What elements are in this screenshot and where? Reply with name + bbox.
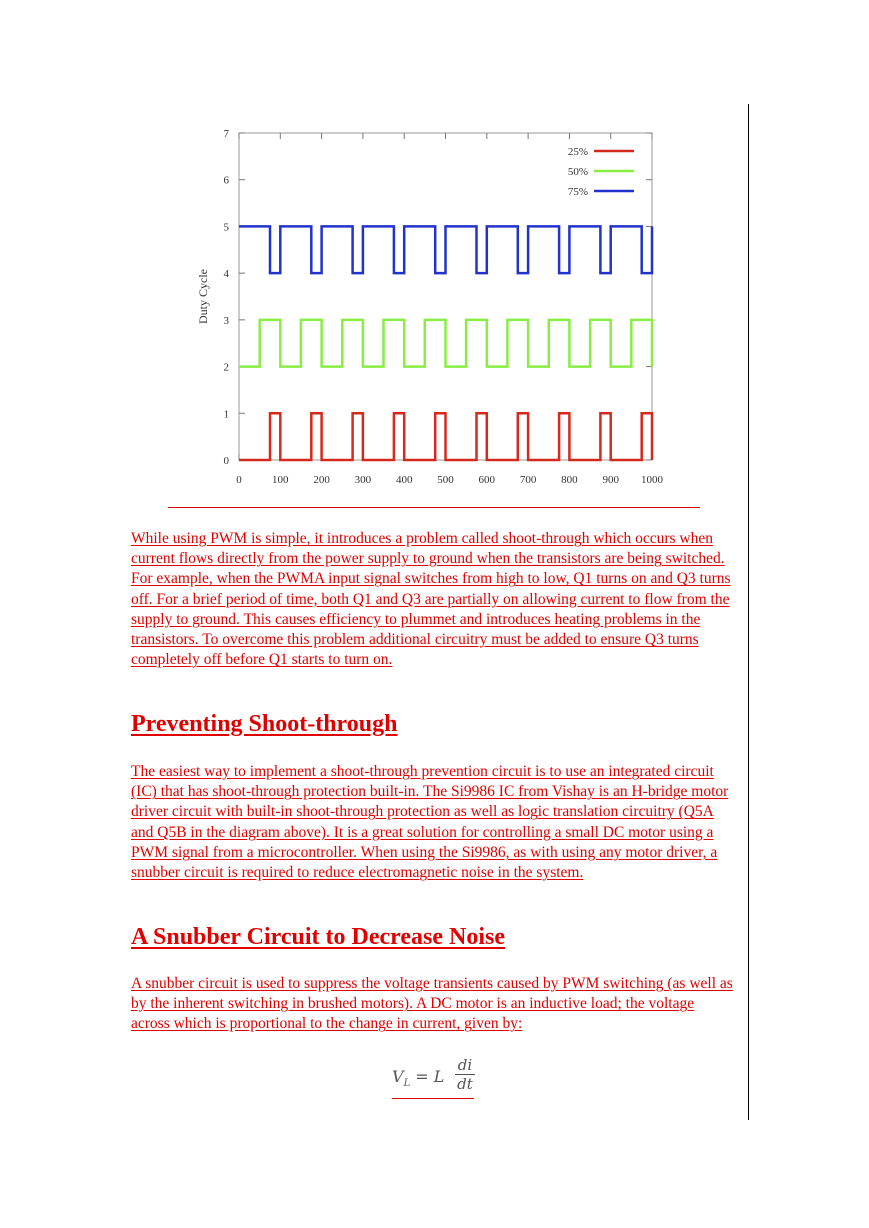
series-75pct-line [239, 226, 652, 273]
series-25pct-line [239, 413, 652, 460]
plot-frame [239, 133, 652, 460]
pwm-duty-cycle-chart [190, 120, 680, 500]
x-tick-label: 300 [354, 474, 372, 486]
heading-preventing-shoot-through: Preventing Shoot-through [131, 711, 398, 737]
formula-denominator: dt [457, 1075, 473, 1093]
x-tick-label: 600 [478, 474, 496, 486]
y-tick-label: 0 [223, 455, 229, 467]
y-tick-label: 3 [223, 314, 229, 327]
legend-label: 25% [567, 146, 588, 158]
x-tick-label: 800 [561, 474, 578, 486]
x-tick-label: 100 [272, 474, 289, 486]
series-50pct-line [239, 320, 652, 367]
legend-label: 75% [567, 186, 588, 198]
inductor-voltage-formula [392, 1054, 474, 1099]
legend-label: 50% [567, 166, 588, 178]
formula-sub: L [403, 1078, 411, 1090]
formula-lhs [392, 1067, 444, 1089]
x-tick-label: 400 [395, 474, 413, 486]
formula-fraction [455, 1056, 475, 1093]
y-tick-label: 5 [223, 221, 229, 234]
x-tick-label: 500 [437, 474, 454, 486]
y-tick-label: 1 [223, 408, 229, 421]
x-tick-label: 900 [602, 474, 619, 486]
formula-equals: = L [415, 1067, 445, 1086]
y-tick-label: 4 [223, 268, 229, 281]
y-tick-label: 2 [223, 361, 229, 374]
page-margin-rule [748, 104, 749, 1120]
x-tick-label: 1000 [641, 474, 663, 486]
y-tick-label: 7 [223, 128, 229, 140]
prevention-paragraph: The easiest way to implement a shoot-through prevention circuit is to use an integrated circuit (IC) that has shoot-through protection built-in. The Si9986 IC from Vishay is an H-bridge motor driver circuit with built-in shoot-through protection as well as logic translation circuitry (Q5A and Q5B in the diagram above). It is a great solution for controlling a small DC motor using a PWM signal from a microcontroller. When using the Si9986, as with using any motor driver, a snubber circuit is required to reduce electromagnetic noise in the system. [131, 763, 729, 882]
shoot-through-paragraph: While using PWM is simple, it introduces a problem called shoot-through which occurs when current flows directly from the power supply to ground when the transistors are being switched. For example, when the PWMA input signal switches from high to low, Q1 turns on and Q3 turns off. For a brief period of time, both Q1 and Q3 are partially on allowing current to flow from the supply to ground. This causes efficiency to plummet and introduces heating problems in the transistors. To overcome this problem additional circuitry must be added to ensure Q3 turns completely off before Q1 starts to turn on. [131, 530, 731, 669]
formula-v: V [392, 1067, 404, 1086]
x-tick-label: 200 [313, 474, 330, 486]
chart-underline [168, 507, 700, 508]
y-tick-label: 6 [223, 174, 229, 187]
snubber-paragraph: A snubber circuit is used to suppress the voltage transients caused by PWM switching (as well as by the inherent switching in brushed motors). A DC motor is an inductive load; the voltage across which is proportional to the change in current, given by: [131, 975, 733, 1033]
x-tick-label: 0 [236, 474, 242, 486]
formula-numerator: di [455, 1056, 475, 1075]
x-tick-label: 700 [519, 474, 537, 486]
heading-snubber-circuit: A Snubber Circuit to Decrease Noise [131, 924, 505, 950]
y-axis-label: Duty Cycle [196, 269, 210, 324]
